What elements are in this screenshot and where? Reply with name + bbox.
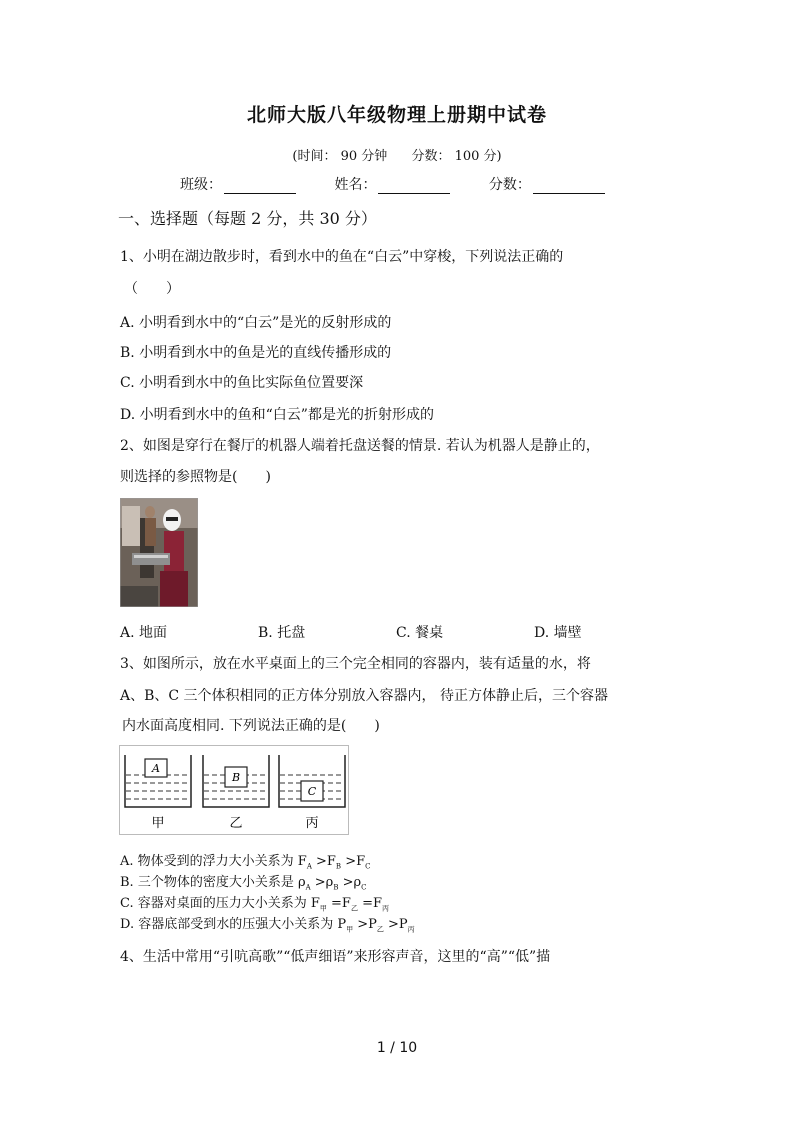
q1-option-a: A. 小明看到水中的“白云”是光的反射形成的 xyxy=(120,315,392,331)
q2-line1: 2、如图是穿行在餐厅的机器人端着托盘送餐的情景. 若认为机器人是静止的， xyxy=(120,438,600,454)
section-heading: 一、选择题（每题 2 分，共 30 分） xyxy=(118,209,377,228)
q3-line1: 3、如图所示，放在水平桌面上的三个完全相同的容器内，装有适量的水，将 xyxy=(120,656,591,672)
q2-option-a: A. 地面 xyxy=(120,625,168,641)
name-blank[interactable] xyxy=(378,179,450,194)
q1-option-c: C. 小明看到水中的鱼比实际鱼位置要深 xyxy=(120,375,364,391)
block-c-label: C xyxy=(307,785,317,798)
q2-option-b: B. 托盘 xyxy=(258,625,306,641)
q1-option-d: D. 小明看到水中的鱼和“白云”都是光的折射形成的 xyxy=(120,407,434,423)
q3-option-d: D. 容器底部受到水的压强大小关系为 $P_甲 >P_乙 >P_丙$ xyxy=(120,917,415,934)
q2-option-c: C. 餐桌 xyxy=(396,625,444,641)
robot-photo xyxy=(120,498,198,607)
name-label: 姓名： xyxy=(334,177,377,193)
page-title: 北师大版八年级物理上册期中试卷 xyxy=(246,104,547,126)
score-label: 分数： xyxy=(488,177,531,193)
exam-score: 分数： 100 分) xyxy=(411,149,502,164)
q2-line2: 则选择的参照物是( ) xyxy=(120,469,271,485)
exam-time: (时间： 90 分钟 xyxy=(292,149,388,164)
q1-option-b: B. 小明看到水中的鱼是光的直线传播形成的 xyxy=(120,345,392,361)
container-diagram xyxy=(119,745,349,835)
q1-paren: （ ） xyxy=(124,281,180,297)
exam-info xyxy=(0,145,794,164)
q2-option-d: D. 墙壁 xyxy=(534,625,582,641)
block-b-label: B xyxy=(231,771,241,784)
block-a-label: A xyxy=(152,762,160,775)
q4-line1: 4、生活中常用“引吭高歌”“低声细语”来形容声音，这里的“高”“低”描 xyxy=(120,949,551,965)
q3-option-a: A. 物体受到的浮力大小关系为 $F_A >F_B >F_C$ xyxy=(120,854,371,871)
q1-stem: 1、小明在湖边散步时，看到水中的鱼在“白云”中穿梭，下列说法正确的 xyxy=(120,249,564,265)
label-jia: 甲 xyxy=(151,816,165,831)
class-label: 班级： xyxy=(180,177,222,193)
student-fields xyxy=(180,174,605,194)
q2-options xyxy=(120,622,640,642)
page-number: 1 / 10 xyxy=(376,1040,418,1056)
class-blank[interactable] xyxy=(224,179,296,194)
q3-line2: A、B、C 三个体积相同的正方体分别放入容器内， 待正方体静止后，三个容器 xyxy=(120,688,609,704)
score-blank[interactable] xyxy=(533,179,605,194)
label-yi: 乙 xyxy=(229,816,243,831)
label-bing: 丙 xyxy=(305,816,319,831)
q3-option-b: B. 三个物体的密度大小关系是 $\rho_A >\rho_B >\rho_C$ xyxy=(120,875,367,892)
q3-line3: 内水面高度相同. 下列说法正确的是( ) xyxy=(122,718,380,734)
q3-option-c: C. 容器对桌面的压力大小关系为 $F_甲 =F_乙 =F_丙$ xyxy=(120,896,389,913)
